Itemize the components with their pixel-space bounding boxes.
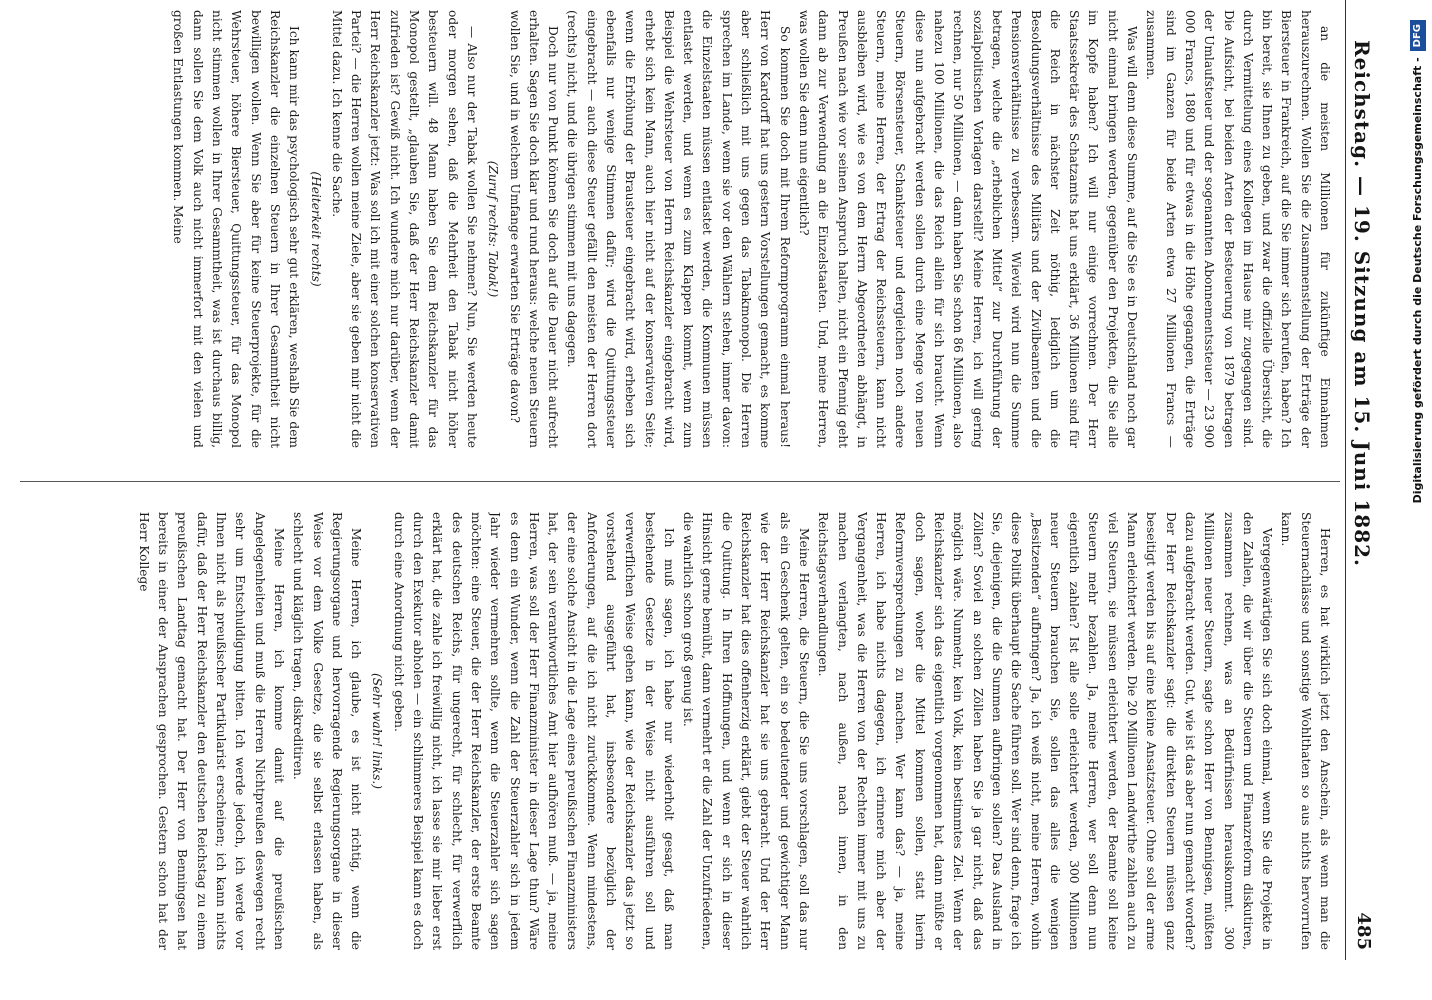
digitization-footer <box>1404 0 1432 1000</box>
footer-credit: Digitalisierung gefördert durch die Deutsche Forschungsgemeinschaft - <box>1411 57 1424 504</box>
paragraph: Meine Herren, die Steuern, die Sie uns vorschlagen, soll das nur als ein Geschenk gelten, ein so bedeutender und gewichtiger Mann wie der Herr Reichskanzler hat sie uns gebracht. Und der Herr Reichskanzler hat dies offenherzig erklärt, giebt der Steuer wahrlich die Quittung. In Ihren Hoffnungen, und wenn er sich in dieser Hinsicht gerne bemüht, dann vermehrt er die Zahl der Unzufriedenen, die wahrlich schon groß genug ist. <box>681 512 811 950</box>
right-column <box>16 512 1334 950</box>
column-divider <box>20 481 1340 482</box>
paragraph: Meine Herren, ich glaube, es ist nicht richtig, wenn die Regierungsorgane und hervorragende Regierungsorgane in dieser Weise vor dem Volke Gesetze, die sie selbst erlassen haben, als schlecht und kläglich tragen, diskreditiren. <box>291 512 364 950</box>
left-column <box>16 10 1334 448</box>
interjection: (Heiterkeit rechts) <box>308 171 323 287</box>
paragraph: Was will denn diese Summe, auf die Sie es in Deutschland noch gar nicht einmal bringen werden, gegenüber den Projekten, die Sie alle im Kopfe haben? Ich will nur einige vorrechnen. Der Herr Staatssekretär des Schatzamts hat uns erklärt, 36 Millionen sind für die Reich in nächster Zeit nöthig, lediglich um die Besoldungsverhältnisse des Militärs und der Zivilbeamten und die Pensionsverhältnisse zu verbessern. Wieviel wird nun die Summe betragen, welche die „erheblichen Mittel“ zur Durchführung der sozialpolitischen Vorlagen darstellt? Meine Herren, ich will gering rechnen, nur 50 Millionen, — dann haben Sie schon 86 Millionen, also nahezu 100 Millionen, die das Reich allein für sich braucht. Wenn diese nun aufgebracht werden sollen durch eine Menge von neuen Steuern, Börsensteuer, Schanksteuer und dergleichen noch andere Steuern, meine Herren, der Ertrag der Reichssteuern, kann nicht ausbleiben wird, wie es von dem Herrn Abgeordneten abhängt, in Preußen nach wie vor seinen Anspruch halten, nicht ein Pfennig geht dann ab zur Verwendung an die Einzelstaaten. Und, meine Herren, was wollen Sie denn nun eigentlich? <box>796 10 1140 448</box>
running-head: Reichstag. — 19. Sitzung am 15. Juni 1882. <box>1350 40 1374 567</box>
paragraph: — Also nur der Tabak wollen Sie nehmen? Nun, Sie werden heute oder morgen sehen, daß die Mehrheit den Tabak nicht höher besteuern will. 48 Mann haben Sie dem Reichskanzler für das Monopol gestellt, „glauben Sie, daß der Herr Reichskanzler damit zufrieden ist? Gewiß nicht. Ich wundere mich nur darüber, wenn der Herr Reichskanzler jetzt: Was soll ich mit einer solchen konservativen Partei? — die Herren wollen meine Ziele, aber sie geben mir nicht die Mittel dazu. Ich kenne die Sache. <box>329 10 479 448</box>
page-number: 485 <box>1353 912 1374 950</box>
footer-text-wrap <box>1404 20 1432 1000</box>
paragraph: Ich muß sagen, ich habe nur wiederholt gesagt, daß man bestehende Gesetze in der Weise nicht ausführen soll und verwerflichen Weise gehen kann, wie der Reichskanzler das jetzt so vorstehend ausgeführt hat, insbesondere bezüglich der Anforderungen, auf die ich nicht zurückkomme. Wenn mindestens, der eine solche Ansicht in die Lage eines preußischen Finanzministers hat, der sein verantwortliches Amt hier aufhören muß. — ja, meine Herren, was soll der Herr Finanzminister in dieser Lage thun? Wäre es denn ein Wunder, wenn die Zahl der Steuerzahler sich in jedem Jahr wieder vermehren sollte, wenn die Steuerzahler sich sagen möchten: eine Steuer, die der Herr Reichskanzler, der erste Beamte des deutschen Reichs, für ungerecht, für schlecht, für verwerflich erklärt hat, die zahle ich freiwillig nicht, ich lasse sie mir lieber erst durch den Exekutor abholen — ein schlimmeres Beispiel kann es doch durch eine Anordnung nicht geben. <box>391 512 676 950</box>
paragraph: Ich kann mir das psychologisch sehr gut erklären, weshalb Sie dem Reichskanzler die einzelnen Steuern in Ihrer Gesammtheit nicht bewilligen wollen. Wenn Sie aber für keine Steuerprojekte, für die Wehrsteuer, höhere Biersteuer, Quittungssteuer, für das Monopol nicht stimmen wollen in Ihrer Gesammtheit, was ist durchaus billig, dann sollen Sie dem Volk auch nicht immerfort mit den vielen und großen Entlastungen kommen. Meine <box>171 10 302 448</box>
interjection: (Sehr wahr! links.) <box>370 673 385 789</box>
dfg-logo: DFG <box>1410 20 1426 51</box>
paragraph: Doch nur von Punkt können Sie doch auf die Dauer nicht aufrecht erhalten. Sagen Sie doch klar und rund heraus: welche neuen Steuern wollen Sie, und in welchem Umfange erwarten Sie Erträge davon? <box>507 10 561 448</box>
paragraph: an die meisten Millionen für zukünftige Einnahmen herauszurechnen. Wollen Sie die Zusammenstellung der Erträge der Biersteuer in Frankreich, auf die Sie immer sich berufen, haben? Ich bin bereit, sie Ihnen zu geben, und zwar die offizielle Übersicht, die durch Vermittelung eines Kollegen im Hause mir zugegangen sind. Die Aufsicht, bei beiden Arten der Besteuerung von 1879 betragen der Umlaufsteuer und der sogenannten Abonnementssteuer — 23 900 000 Francs, 1880 und für etwas in die Höhe gegangen, die Erträge sind im Ganzen für beide Arten etwa 27 Millionen Francs — zusammen. <box>1144 10 1332 448</box>
paragraph: So kommen Sie doch mit Ihrem Reformprogramm einmal heraus! Herr von Kardorff hat uns gestern Vorstellungen gemacht, es komme aber schließlich mit uns gegen das Tabakmonopol. Die Herren sprechen im Lande, wenn sie vor den Wählern stehen, immer davon: die Einzelstaaten müssen entlastet werden, die Kommunen müssen entlastet werden, und wenn es zum Klappen kommt, wenn zum Beispiel die Wehrsteuer von Herrn Reichskanzler eingebracht wird, erhebt sich kein Mann, auch hier nicht auf der konservativen Seite; wenn die Erhöhung der Brausteuer eingebracht wird, erheben sich ebenfalls nur wenige Stimmen dafür; wird die Quittungssteuer eingebracht — auch diese Steuer gefällt den meisten der Herren dort (rechts) nicht, und die übrigen stimmen mit uns dagegen. <box>565 10 792 448</box>
paragraph: Vergegenwärtigen Sie sich doch einmal, wenn Sie die Projekte in den Zahlen, die wir über die Steuern und Finanzreform diskutiren, zusammen rechnen, was an Bedürfnissen herauskommt. 300 Millionen neuer Steuern, sagte schon Herr von Bennigsen, müßten dazu aufgebracht werden. Gut, wie ist das aber nun gemacht worden? Der Herr Reichskanzler sagt: die direkten Steuern müssen ganz beseitigt werden bis auf eine kleine Ansatzsteuer. Ohne soll der arme Mann erleichtert werden. Die 20 Millionen Landwirthe zahlen auch zu viel Steuern, sie müssen erleichtert werden, der Beamte soll keine Steuern mehr bezahlen. Ja, meine Herren, wer soll denn nun eigentlich zahlen? Ist alle solle erleichtert werden, 300 Millionen neuer Steuern brauchen Sie, sollen das alles die wenigen „Besitzenden“ aufbringen? Ja, ich weiß nicht, meine Herren, wohin diese Politik überhaupt die Sache führen soll. Wer sind denn, frage ich Sie, diejenigen, die die Summen aufbringen sollen? Das Ausland in Zöllen? Soviel an solchen Zöllen haben Sie ja gar nicht, daß das möglich wäre. Nunmehr, kein Volk, kein bestimmtes Ziel. Wenn der Reichskanzler sich das eigentlich vorgenommen hat, dann müßte er doch sagen, woher die Mittel kommen sollen, statt hierin Reformversprechungen zu machen. Wer kann das? — ja, meine Herren, ich habe nichts dagegen, ich erinnere mich aber der Vergangenheit, was die Herren von der Rechten immer mit uns zu machen verlangten, nach außen, nach innen, in den Reichstagsverhandlungen. <box>816 512 1275 950</box>
paragraph: Herren, es hat wirklich jetzt den Anschein, als wenn man die Steuernachlässe und sonstige Wohlthaten so aus nichts hervorrufen kann. <box>1279 512 1332 950</box>
interjection: (Zuruf rechts: Tabak!) <box>486 160 501 298</box>
page-header <box>1345 0 1380 960</box>
paragraph: Meine Herren, ich komme damit auf die preußischen Angelegenheiten und muß die Herren Nichtpreußen deswegen recht sehr um Entschuldigung bitten. Ich werde jedoch, ich werde vor Ihnen nicht als preußischer Partikularist erscheinen; ich kann nichts dafür, daß der Herr Reichskanzler den deutschen Reichstag zu einem preußischen Landtag gemacht hat. Der Herr von Benningsen hat bereits in einer der Ansprachen gesprochen. Gestern schon hat der Herr Kollege <box>136 512 286 950</box>
